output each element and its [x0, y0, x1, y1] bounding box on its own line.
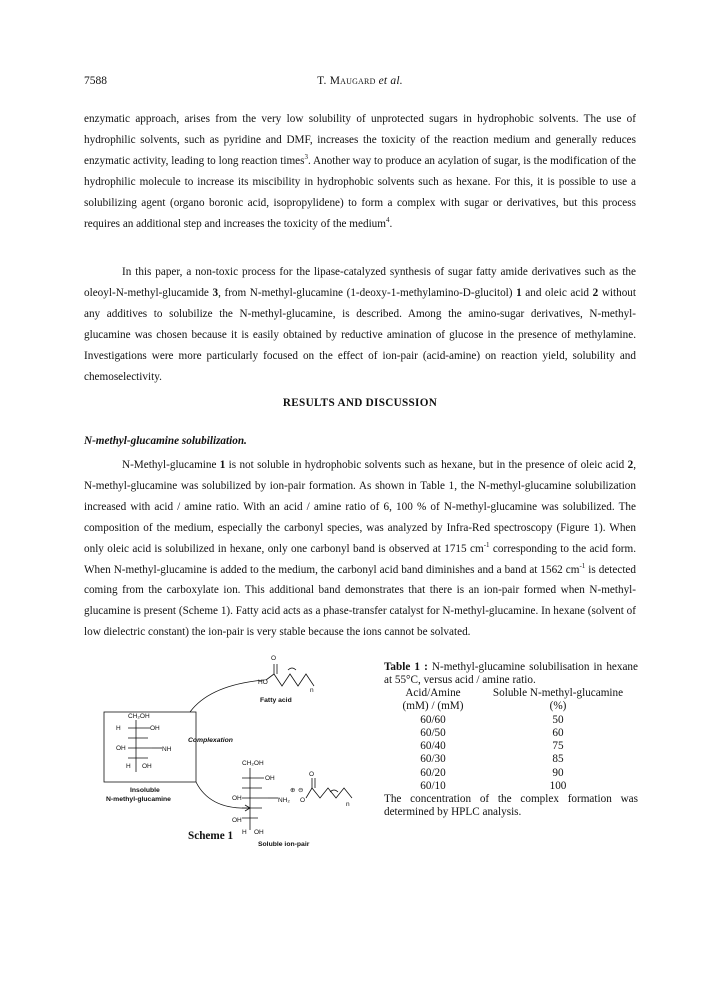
charge-plus: ⊕ [290, 787, 296, 794]
atom-oh: OH [150, 725, 160, 732]
insoluble-label-2: N-methyl-glucamine [106, 796, 171, 803]
atom-ch2oh: CH₂OH [128, 713, 150, 720]
table-1 [384, 661, 638, 819]
cell-ratio: 60/10 [420, 780, 446, 793]
table-note: The concentration of the complex formation was determined by HPLC analysis. [384, 793, 638, 819]
table-row [384, 727, 634, 740]
svg-text:O: O [300, 797, 306, 804]
section-heading: RESULTS AND DISCUSSION [282, 397, 438, 409]
fatty-acid-label: Fatty acid [260, 697, 292, 704]
svg-text:H: H [126, 763, 131, 770]
insoluble-label: Insoluble [130, 787, 160, 794]
solubilisation-table [384, 687, 634, 793]
svg-text:OH: OH [265, 775, 275, 782]
paragraph-3: N-Methyl-glucamine 1 is not soluble in hydrophobic solvents such as hexane, but in the presence of oleic acid 2, N-methyl-glucamine was solubilized by ion-pair formation. As shown in Table 1, the N-methyl-glucamine solubilization increased with acid / amine ratio. With an acid / amine ratio of 6, 100 % of N-methyl-glucamine was solubilized. The composition of the medium, especially the carbonyl species, was analyzed by Infra-Red spectroscopy (Figure 1). When only oleic acid is solubilized in hexane, only one carbonyl band is observed at 1715 $cm^{-1}$ corresponding to the acid form. When N-methyl-glucamine is added to the medium, the carbonyl acid band diminishes and a band at 1562 $cm^{-1}$ is detected coming from the carboxylate ion. This additional band demonstrates that there is an ion-pair formed when N-methyl-glucamine is present (Scheme 1). Fatty acid acts as a phase-transfer catalyst for N-methyl-glucamine. In hexane (solvent of low dielectric constant) the ion-pair is very stable because the ions cannot be solvated. [84, 459, 637, 639]
atom-h: H [116, 725, 121, 732]
svg-text:OH: OH [116, 745, 126, 752]
cell-ratio: 60/40 [420, 740, 446, 753]
col-header-soluble: Soluble N-methyl-glucamine [492, 687, 624, 699]
table-row [384, 780, 634, 793]
cell-soluble: 85 [552, 753, 564, 766]
atom-n: n [310, 687, 314, 694]
atom-nh: NH [162, 746, 172, 753]
cell-ratio: 60/60 [420, 713, 446, 726]
atom-nh2: NH₂ [278, 797, 290, 804]
cell-ratio: 60/50 [420, 726, 446, 739]
cell-soluble: 100 [549, 780, 567, 793]
table-header-row [384, 687, 634, 700]
table-row [384, 753, 634, 766]
svg-text:OH: OH [254, 829, 264, 836]
svg-text:H: H [242, 829, 247, 836]
cell-ratio: 60/20 [420, 766, 446, 779]
charge-minus: ⊖ [298, 787, 304, 794]
table-row [384, 740, 634, 753]
running-header [0, 75, 720, 87]
subsection-heading: N-methyl-glucamine solubilization. [84, 435, 247, 447]
scheme-1-diagram [100, 650, 370, 870]
scheme-caption: Scheme 1 [188, 830, 234, 842]
soluble-ion-pair-label: Soluble ion-pair [258, 841, 310, 848]
cell-ratio: 60/30 [420, 753, 446, 766]
paragraph-2: In this paper, a non-toxic process for the lipase-catalyzed synthesis of sugar fatty amide derivatives such as the oleoyl-N-methyl-glucamide 3, from N-methyl-glucamine (1-deoxy-1-methylamino-D-glucitol) 1 and oleic acid 2 without any additives to solubilize the N-methyl-glucamine, is described. Among the amino-sugar derivatives, N-methyl-glucamine was chosen because it is easily obtained by reductive amination of glucose in the presence of methylamine. Investigations were more particularly focused on the effect of ion-pair (acid-amine) on reaction yield, solubility and chemoselectivity. [84, 266, 636, 383]
table-row [384, 714, 634, 727]
svg-text:OH: OH [232, 795, 242, 802]
paragraph-1: enzymatic approach, arises from the very low solubility of unprotected sugars in hydrophobic solvents. The use of hydrophilic solvents, such as pyridine and DMF, increases the toxicity of the reaction medium and generally reduces enzymatic activity, leading to long reaction times$^3$. Another way to produce an acylation of sugar, is the modification of the hydrophilic molecule to increase its miscibility in hydrophobic solvents such as hexane. For this, it is possible to use a solubilizing agent (organo boronic acid, isopropylidene) to form a complex with sugar or derivatives, but this process requires an additional step and increases the toxicity of the medium$^4$. [84, 113, 636, 230]
svg-text:n: n [346, 801, 350, 808]
cell-soluble: 60 [552, 726, 564, 739]
table-header-row [384, 700, 634, 713]
cell-soluble: 90 [552, 766, 564, 779]
running-header-author: T. Maugard [317, 75, 376, 87]
svg-text:OH: OH [142, 763, 152, 770]
col-header-ratio: Acid/Amine [405, 687, 461, 699]
table-caption: Table 1 : N-methyl-glucamine solubilisation in hexane at 55°C, versus acid / amine ratio. [384, 661, 638, 686]
svg-text:CH₂OH: CH₂OH [242, 760, 264, 767]
svg-text:OH: OH [232, 817, 242, 824]
complexation-arrow [190, 680, 264, 712]
page-number: 7588 [84, 75, 107, 87]
col-header-ratio-units: (mM) / (mM) [402, 700, 464, 713]
cell-soluble: 75 [552, 740, 564, 753]
svg-text:O: O [309, 771, 315, 778]
table-label: Table 1 [384, 661, 420, 673]
atom-o: O [271, 655, 277, 662]
fatty-acid-chain [274, 674, 314, 686]
atom-ho: HO [258, 679, 268, 686]
table-row [384, 767, 634, 780]
col-header-soluble-units: (%) [549, 700, 567, 713]
complexation-label: Complexation [188, 737, 233, 744]
running-header-etal: et al. [378, 75, 403, 87]
cell-soluble: 50 [552, 713, 564, 726]
